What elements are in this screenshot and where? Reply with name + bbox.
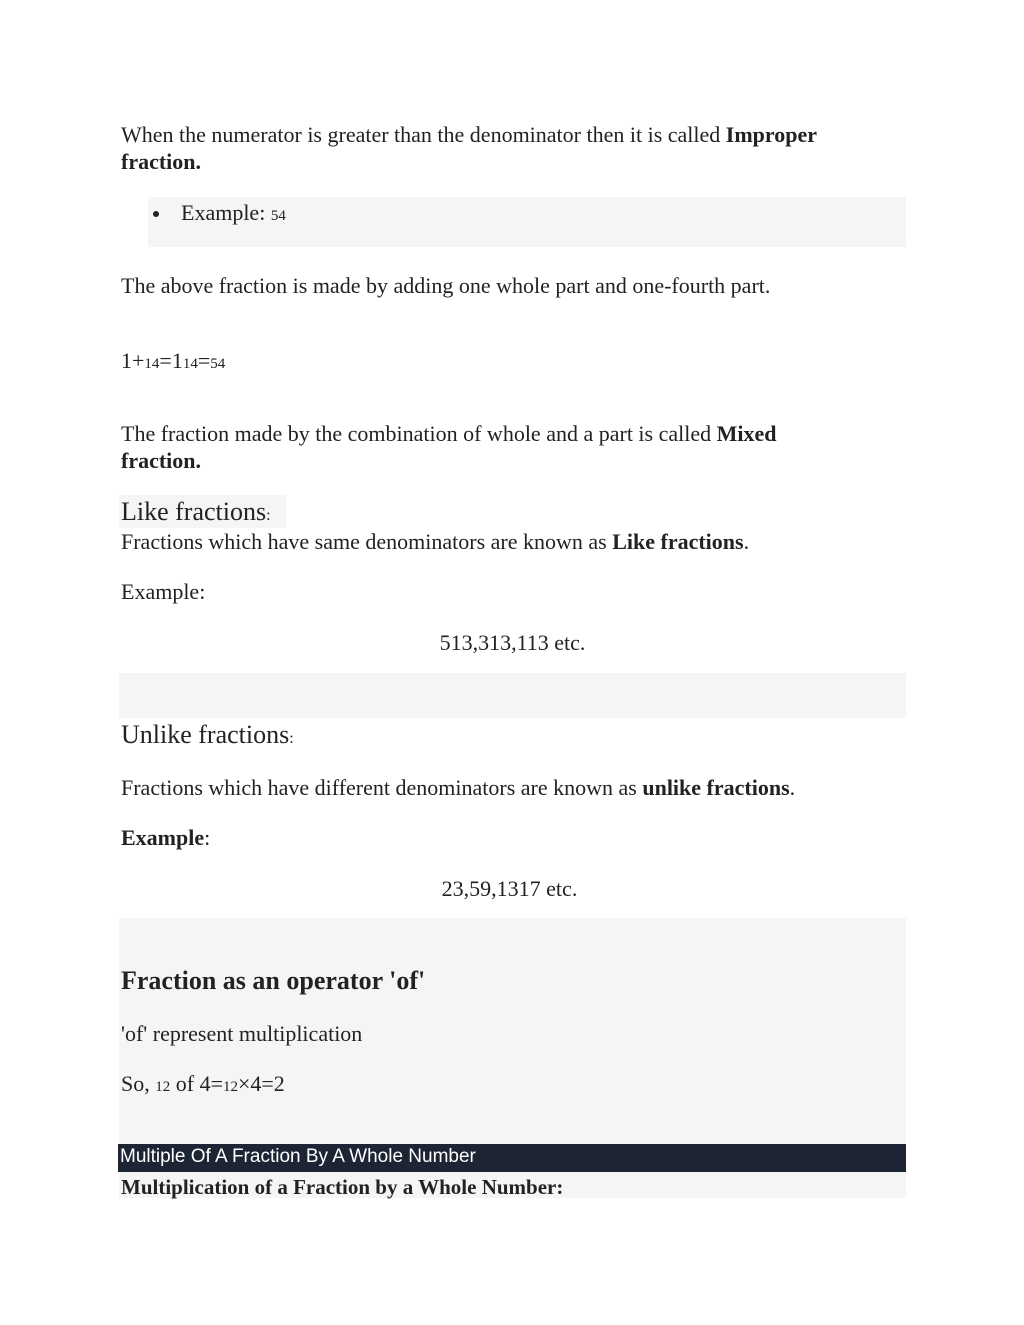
like-description: Fractions which have same denominators are known as Like fractions. [121, 529, 750, 554]
operator-line1: 'of' represent multiplication [121, 1021, 363, 1046]
mixed-paragraph: The fraction made by the combination of whole and a part is called Mixed fraction. [121, 421, 777, 473]
mixed-equation: 1+14=114=54 [121, 348, 226, 373]
operator-example: So, 12 of 4=12×4=2 [121, 1071, 285, 1096]
subheading: Multiplication of a Fraction by a Whole Number: [121, 1175, 564, 1199]
like-heading: Like fractions: [121, 497, 271, 526]
operator-heading: Fraction as an operator 'of' [121, 966, 426, 995]
section-banner: Multiple Of A Fraction By A Whole Number [118, 1144, 906, 1172]
unlike-description: Fractions which have different denominators are known as unlike fractions. [121, 775, 796, 800]
like-example-label: Example: [121, 579, 206, 604]
improper-paragraph: When the numerator is greater than the denominator then it is called Improper fraction. [121, 122, 818, 174]
unlike-example-values: 23,59,1317 etc. [441, 876, 578, 901]
bullet-icon [153, 211, 159, 217]
like-divider-block [119, 673, 906, 718]
example-bullet: Example: 54 [181, 200, 286, 225]
unlike-heading: Unlike fractions: [121, 720, 294, 749]
above-fraction-text: The above fraction is made by adding one whole part and one-fourth part. [121, 273, 771, 298]
like-example-values: 513,313,113 etc. [439, 630, 586, 655]
unlike-example-label: Example: [121, 825, 211, 850]
